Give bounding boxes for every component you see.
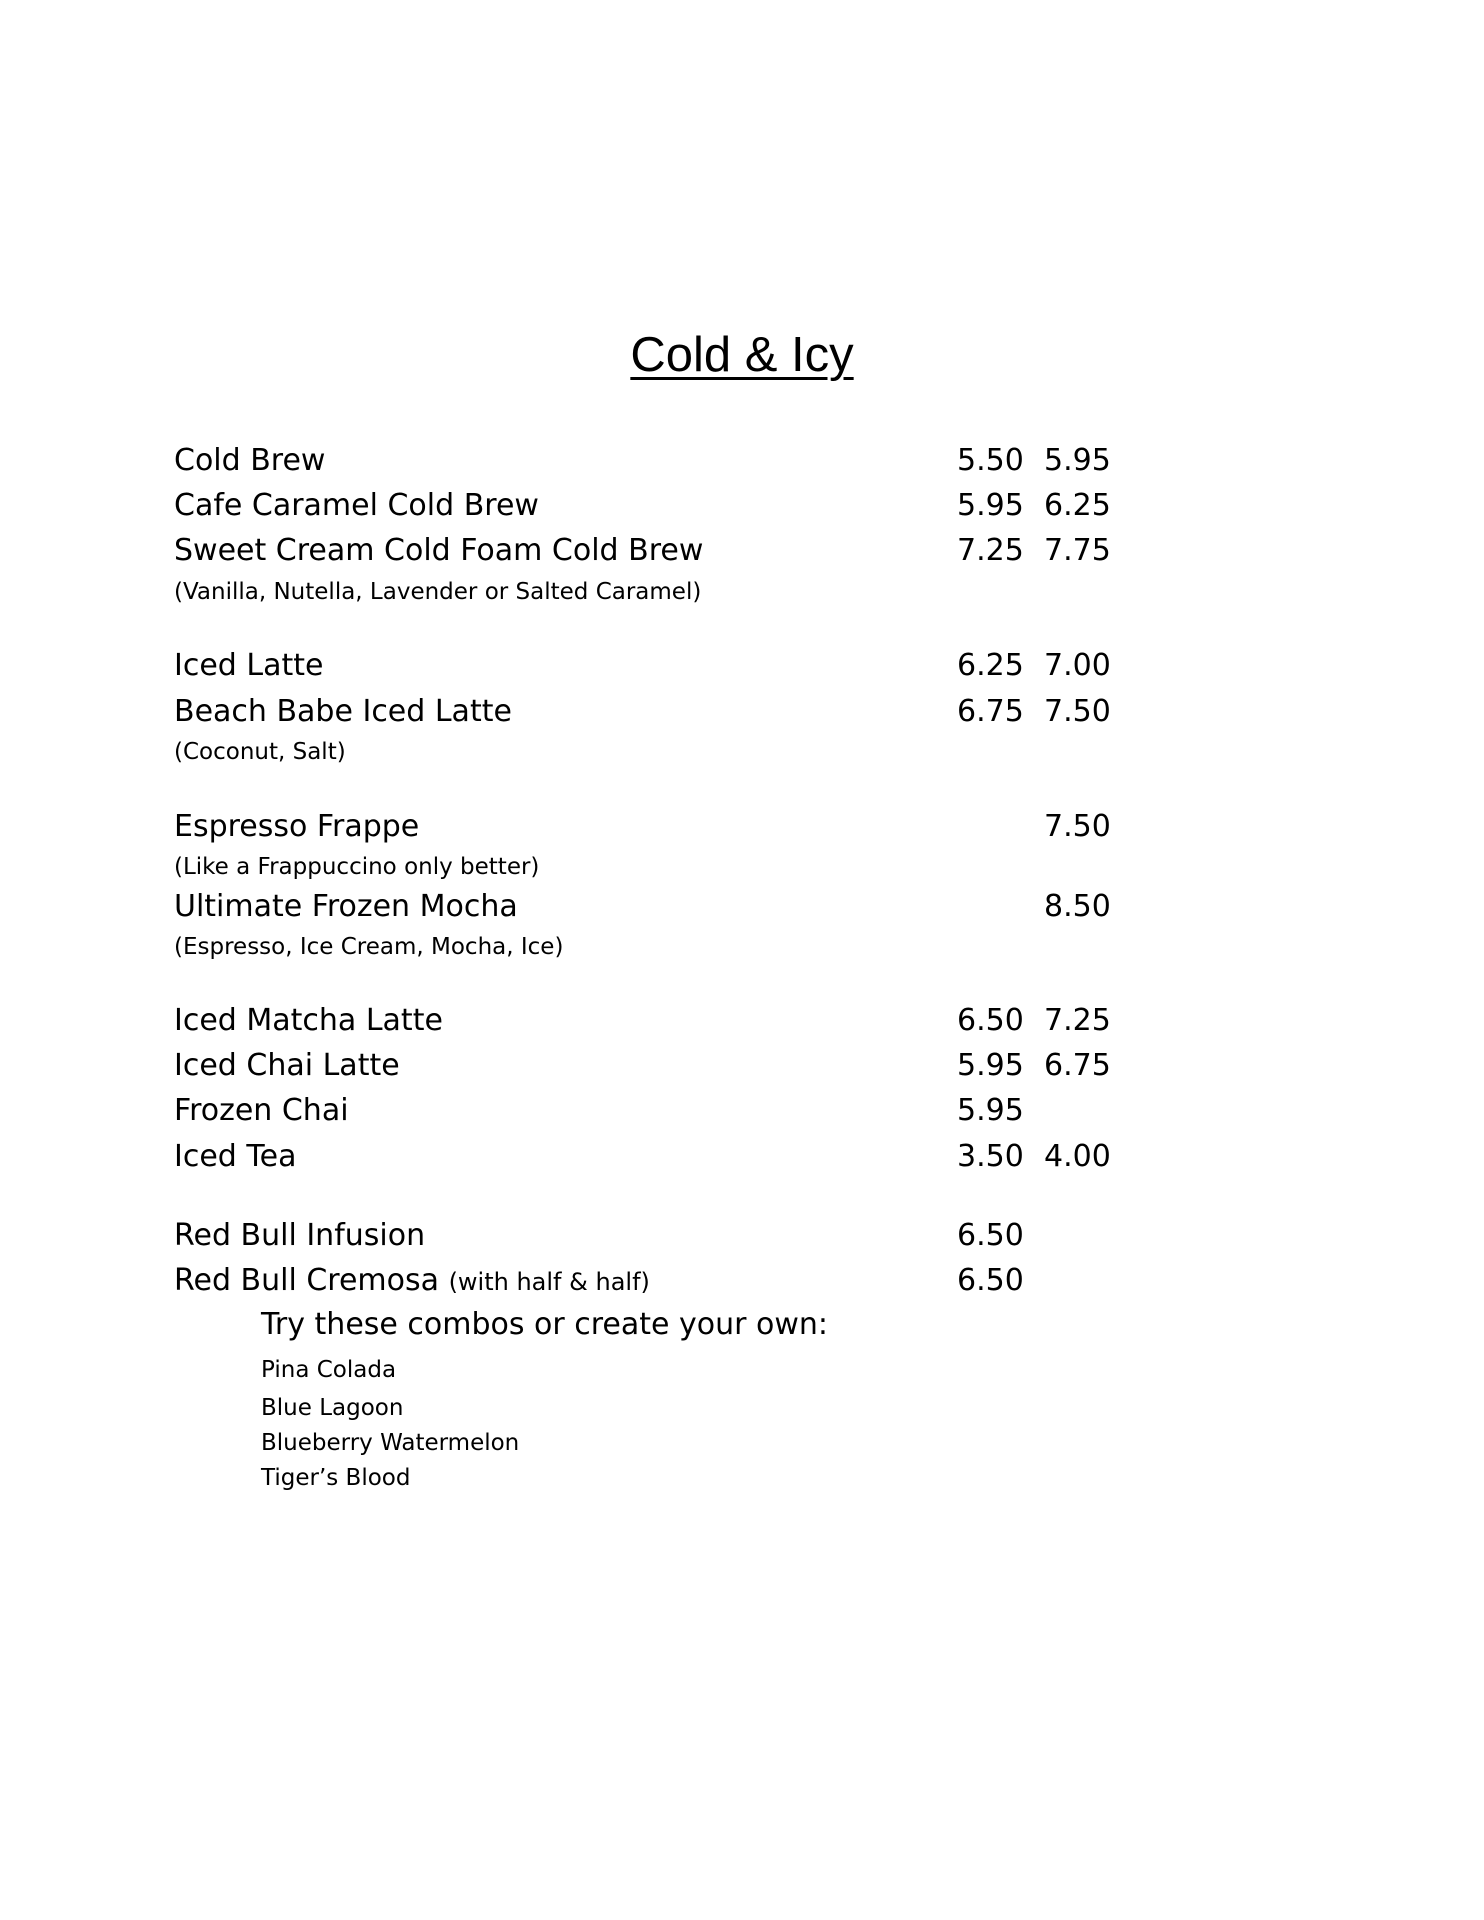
menu-item-inline-note: (with half & half)	[448, 1268, 650, 1296]
price-small: 5.95	[957, 488, 1024, 523]
price-large: 7.25	[1044, 1003, 1111, 1038]
price-small: 5.95	[957, 1048, 1024, 1083]
menu-item-cafe-caramel-cold-brew: Cafe Caramel Cold Brew	[174, 488, 539, 523]
menu-item-note: (Like a Frappuccino only better)	[174, 854, 540, 880]
menu-item-ultimate-frozen-mocha: Ultimate Frozen Mocha	[174, 889, 518, 924]
price-small: 3.50	[957, 1139, 1024, 1174]
menu-item-iced-tea: Iced Tea	[174, 1139, 297, 1174]
menu-item-name: Red Bull Cremosa	[174, 1263, 440, 1298]
price-large: 8.50	[1044, 889, 1111, 924]
combos-heading: Try these combos or create your own:	[261, 1307, 829, 1342]
combo-item: Pina Colada	[261, 1357, 397, 1383]
price-large: 5.95	[1044, 443, 1111, 478]
menu-item-note: (Coconut, Salt)	[174, 739, 346, 765]
price-large: 7.75	[1044, 533, 1111, 568]
menu-item-sweet-cream-cold-foam-cold-brew: Sweet Cream Cold Foam Cold Brew	[174, 533, 704, 568]
menu-item-note: (Espresso, Ice Cream, Mocha, Ice)	[174, 934, 564, 960]
price-small: 6.50	[957, 1263, 1024, 1298]
menu-item-iced-latte: Iced Latte	[174, 648, 324, 683]
combo-item: Tiger’s Blood	[261, 1465, 411, 1491]
price-small: 5.50	[957, 443, 1024, 478]
price-small: 7.25	[957, 533, 1024, 568]
price-large: 7.00	[1044, 648, 1111, 683]
menu-item-red-bull-cremosa	[174, 1261, 650, 1301]
menu-item-note: (Vanilla, Nutella, Lavender or Salted Caramel)	[174, 579, 702, 605]
menu-item-iced-chai-latte: Iced Chai Latte	[174, 1048, 400, 1083]
menu-item-iced-matcha-latte: Iced Matcha Latte	[174, 1003, 443, 1038]
price-large: 7.50	[1044, 809, 1111, 844]
price-small: 5.95	[957, 1093, 1024, 1128]
menu-item-espresso-frappe: Espresso Frappe	[174, 809, 420, 844]
price-large: 6.25	[1044, 488, 1111, 523]
menu-item-red-bull-infusion: Red Bull Infusion	[174, 1218, 426, 1253]
price-large: 4.00	[1044, 1139, 1111, 1174]
price-large: 6.75	[1044, 1048, 1111, 1083]
menu-item-cold-brew: Cold Brew	[174, 443, 326, 478]
price-small: 6.75	[957, 694, 1024, 729]
menu-item-frozen-chai: Frozen Chai	[174, 1093, 349, 1128]
price-small: 6.50	[957, 1218, 1024, 1253]
menu-item-beach-babe-iced-latte: Beach Babe Iced Latte	[174, 694, 512, 729]
price-small: 6.25	[957, 648, 1024, 683]
price-large: 7.50	[1044, 694, 1111, 729]
page-title: Cold & Icy	[630, 328, 854, 382]
combo-item: Blueberry Watermelon	[261, 1430, 520, 1456]
price-small: 6.50	[957, 1003, 1024, 1038]
combo-item: Blue Lagoon	[261, 1395, 404, 1421]
